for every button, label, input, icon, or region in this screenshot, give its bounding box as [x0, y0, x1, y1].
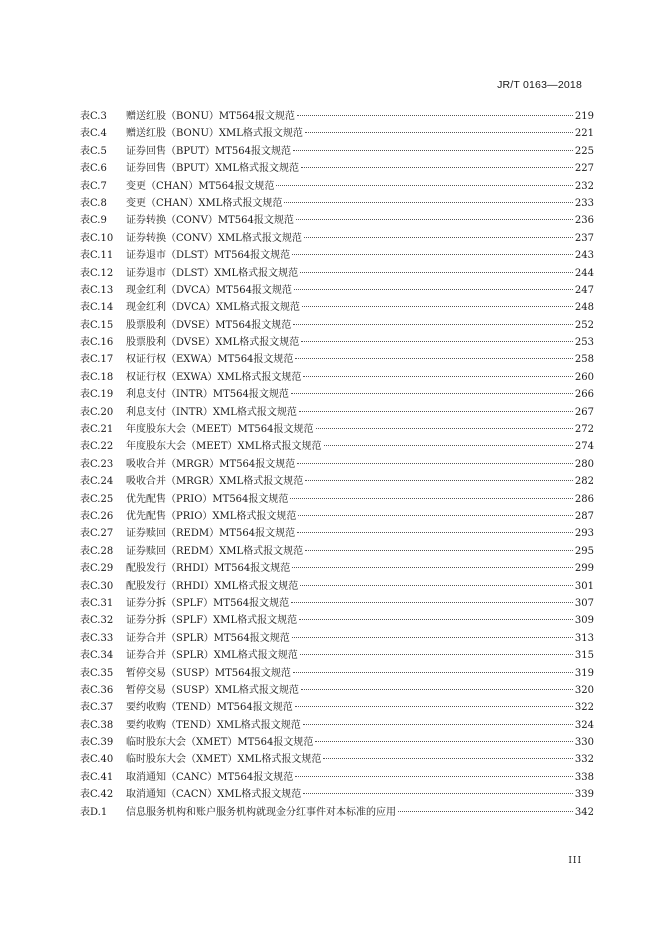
toc-entry-number: 表C.3	[80, 111, 107, 122]
toc-entry-page: 244	[574, 267, 594, 279]
toc-entry-title: 优先配售（PRIO）MT564报文规范	[126, 493, 289, 505]
toc-dot-leader	[295, 357, 572, 359]
toc-entry[interactable]	[80, 612, 594, 629]
toc-dot-leader	[292, 636, 573, 638]
toc-entry-number: 表C.25	[80, 493, 114, 505]
toc-entry[interactable]	[80, 525, 594, 542]
toc-entry-number: 表C.37	[80, 702, 114, 714]
toc-entry-page: 280	[574, 458, 594, 470]
toc-entry-page: 315	[574, 650, 594, 662]
toc-entry-number: 表C.6	[80, 163, 107, 175]
toc-entry[interactable]	[80, 665, 594, 682]
toc-entry-title: 要约收购（TEND）MT564报文规范	[126, 702, 293, 714]
toc-entry[interactable]	[80, 421, 594, 438]
toc-entry[interactable]	[80, 160, 594, 177]
toc-dot-leader	[297, 531, 573, 533]
toc-dot-leader	[316, 427, 573, 429]
toc-entry[interactable]	[80, 786, 594, 803]
toc-entry-page: 252	[574, 319, 594, 331]
toc-entry-number: 表C.24	[80, 476, 114, 488]
toc-entry-title: 证券赎回（REDM）MT564报文规范	[126, 528, 296, 540]
toc-entry-number: 表C.10	[80, 232, 114, 244]
toc-entry-number: 表C.39	[80, 737, 114, 749]
toc-entry-title: 股票股利（DVSE）MT564报文规范	[126, 319, 292, 331]
toc-entry-page: 282	[574, 476, 594, 488]
toc-dot-leader	[304, 236, 573, 238]
toc-entry-page: 295	[574, 545, 594, 557]
toc-dot-leader	[296, 218, 573, 220]
toc-entry-number: 表C.12	[80, 267, 114, 279]
toc-entry-number: 表C.9	[80, 215, 107, 227]
toc-entry-title: 赠送红股（BONU）XML格式报文规范	[126, 128, 303, 140]
toc-dot-leader	[299, 618, 573, 620]
toc-entry-page: 307	[574, 597, 594, 609]
toc-entry-page: 243	[574, 250, 594, 262]
toc-dot-leader	[290, 497, 573, 499]
toc-entry-page: 299	[574, 563, 594, 575]
toc-entry-page: 272	[574, 424, 594, 436]
toc-entry-title: 证券退市（DLST）MT564报文规范	[126, 250, 291, 262]
toc-entry-title: 优先配售（PRIO）XML格式报文规范	[126, 510, 297, 522]
toc-entry-page: 342	[574, 806, 594, 818]
toc-entry-title: 年度股东大会（MEET）MT564报文规范	[126, 424, 314, 436]
toc-entry-page: 313	[574, 632, 594, 644]
toc-entry-number: 表C.35	[80, 667, 114, 679]
toc-entry[interactable]	[80, 769, 594, 786]
toc-entry-title: 吸收合并（MRGR）MT564报文规范	[126, 458, 296, 470]
toc-entry-page: 274	[574, 441, 594, 453]
toc-entry-page: 287	[574, 510, 594, 522]
toc-entry-number: 表C.31	[80, 597, 114, 609]
toc-dot-leader	[303, 792, 573, 794]
toc-entry[interactable]	[80, 282, 594, 299]
toc-entry[interactable]	[80, 108, 594, 125]
toc-entry-number: 表C.14	[80, 302, 114, 314]
toc-dot-leader	[276, 184, 573, 186]
toc-dot-leader	[291, 601, 573, 603]
toc-entry-title: 证券合并（SPLR）XML格式报文规范	[126, 650, 298, 662]
toc-entry-page: 330	[574, 737, 594, 749]
toc-entry[interactable]	[80, 247, 594, 264]
toc-entry[interactable]	[80, 473, 594, 490]
toc-entry-page: 319	[574, 667, 594, 679]
toc-entry-title: 利息支付（INTR）XML格式报文规范	[126, 406, 297, 418]
toc-entry-page: 236	[574, 215, 594, 227]
toc-entry-title: 配股发行（RHDI）XML格式报文规范	[126, 580, 299, 592]
toc-entry-page: 248	[574, 302, 594, 314]
toc-entry-title: 临时股东大会（XMET）XML格式报文规范	[126, 754, 322, 766]
toc-entry[interactable]	[80, 212, 594, 229]
toc-entry-title: 现金红利（DVCA）MT564报文规范	[126, 284, 292, 296]
toc-entry[interactable]	[80, 195, 594, 212]
toc-dot-leader	[301, 340, 573, 342]
toc-entry-page: 247	[574, 284, 594, 296]
toc-entry[interactable]	[80, 125, 594, 142]
toc-dot-leader	[303, 723, 573, 725]
toc-entry-number: 表D.1	[80, 806, 108, 818]
toc-entry-page: 332	[574, 754, 594, 766]
toc-dot-leader	[284, 201, 573, 203]
toc-dot-leader	[315, 740, 573, 742]
toc-entry[interactable]	[80, 751, 594, 768]
toc-dot-leader	[301, 166, 573, 168]
toc-dot-leader	[305, 131, 573, 133]
toc-entry-title: 取消通知（CANC）MT564报文规范	[126, 771, 294, 783]
toc-entry-page: 219	[574, 111, 594, 122]
toc-entry-number: 表C.18	[80, 371, 114, 383]
toc-entry-title: 赠送红股（BONU）MT564报文规范	[126, 111, 295, 122]
toc-entry-page: 293	[574, 528, 594, 540]
toc-dot-leader	[302, 305, 573, 307]
toc-entry-page: 227	[574, 163, 594, 175]
toc-entry-title: 临时股东大会（XMET）MT564报文规范	[126, 737, 314, 749]
toc-entry[interactable]	[80, 351, 594, 368]
toc-entry-title: 证券回售（BPUT）MT564报文规范	[126, 145, 291, 157]
toc-dot-leader	[299, 410, 573, 412]
toc-entry-page: 322	[574, 702, 594, 714]
toc-entry-title: 变更（CHAN）MT564报文规范	[126, 180, 275, 192]
toc-dot-leader	[324, 444, 573, 446]
toc-entry-page: 233	[574, 197, 594, 209]
toc-entry[interactable]	[80, 404, 594, 421]
toc-dot-leader	[297, 462, 573, 464]
toc-dot-leader	[297, 114, 573, 116]
toc-entry-title: 年度股东大会（MEET）XML格式报文规范	[126, 441, 322, 453]
toc-entry[interactable]	[80, 804, 594, 821]
toc-entry-number: 表C.5	[80, 145, 107, 157]
table-of-contents	[80, 108, 594, 821]
toc-dot-leader	[292, 566, 573, 568]
toc-entry[interactable]	[80, 178, 594, 195]
toc-entry-number: 表C.28	[80, 545, 114, 557]
toc-dot-leader	[303, 375, 572, 377]
toc-entry-title: 证券分拆（SPLF）XML格式报文规范	[126, 615, 298, 627]
toc-entry[interactable]	[80, 630, 594, 647]
toc-entry-title: 证券赎回（REDM）XML格式报文规范	[126, 545, 304, 557]
toc-entry-number: 表C.4	[80, 128, 107, 140]
toc-entry-page: 338	[574, 771, 594, 783]
toc-dot-leader	[323, 757, 573, 759]
toc-entry-page: 221	[574, 128, 594, 140]
toc-entry[interactable]	[80, 143, 594, 160]
toc-entry-number: 表C.21	[80, 424, 114, 436]
toc-entry[interactable]	[80, 369, 594, 386]
toc-entry-number: 表C.29	[80, 563, 114, 575]
toc-entry-number: 表C.20	[80, 406, 114, 418]
toc-entry-title: 吸收合并（MRGR）XML格式报文规范	[126, 476, 304, 488]
toc-entry-title: 证券转换（CONV）MT564报文规范	[126, 215, 294, 227]
toc-entry[interactable]	[80, 386, 594, 403]
toc-entry[interactable]	[80, 734, 594, 751]
page-number: III	[568, 856, 582, 866]
toc-entry-number: 表C.19	[80, 389, 114, 401]
toc-entry-page: 324	[574, 719, 594, 731]
toc-entry[interactable]	[80, 317, 594, 334]
toc-dot-leader	[294, 288, 573, 290]
toc-dot-leader	[293, 671, 573, 673]
toc-dot-leader	[300, 653, 573, 655]
toc-entry-title: 权证行权（EXWA）XML格式报文规范	[126, 371, 302, 383]
toc-entry[interactable]	[80, 543, 594, 560]
toc-entry[interactable]	[80, 456, 594, 473]
toc-entry-number: 表C.15	[80, 319, 114, 331]
toc-dot-leader	[398, 810, 573, 812]
toc-entry-title: 配股发行（RHDI）MT564报文规范	[126, 563, 291, 575]
toc-entry-number: 表C.26	[80, 510, 114, 522]
toc-dot-leader	[295, 775, 573, 777]
toc-entry[interactable]	[80, 265, 594, 282]
toc-entry[interactable]	[80, 438, 594, 455]
toc-dot-leader	[295, 705, 573, 707]
toc-entry-number: 表C.40	[80, 754, 114, 766]
toc-entry-page: 301	[574, 580, 594, 592]
toc-entry-title: 权证行权（EXWA）MT564报文规范	[126, 354, 294, 366]
toc-entry-title: 股票股利（DVSE）XML格式报文规范	[126, 337, 300, 349]
toc-entry-title: 利息支付（INTR）MT564报文规范	[126, 389, 289, 401]
toc-entry[interactable]	[80, 682, 594, 699]
toc-entry-title: 暂停交易（SUSP）MT564报文规范	[126, 667, 291, 679]
toc-entry-number: 表C.41	[80, 771, 114, 783]
toc-entry-number: 表C.42	[80, 789, 114, 801]
toc-entry-title: 证券退市（DLST）XML格式报文规范	[126, 267, 299, 279]
toc-entry-page: 267	[574, 406, 594, 418]
toc-entry-page: 253	[574, 337, 594, 349]
toc-entry[interactable]	[80, 334, 594, 351]
toc-entry[interactable]	[80, 647, 594, 664]
toc-entry-title: 证券转换（CONV）XML格式报文规范	[126, 232, 302, 244]
toc-entry-page: 339	[574, 789, 594, 801]
toc-entry-number: 表C.32	[80, 615, 114, 627]
toc-entry[interactable]	[80, 230, 594, 247]
toc-entry-number: 表C.13	[80, 284, 114, 296]
toc-dot-leader	[300, 271, 573, 273]
toc-dot-leader	[292, 253, 573, 255]
toc-entry[interactable]	[80, 560, 594, 577]
toc-entry-title: 证券回售（BPUT）XML格式报文规范	[126, 163, 299, 175]
toc-entry[interactable]	[80, 717, 594, 734]
toc-entry-number: 表C.16	[80, 337, 114, 349]
toc-entry-page: 225	[574, 145, 594, 157]
toc-dot-leader	[300, 584, 573, 586]
toc-dot-leader	[301, 688, 573, 690]
toc-entry-number: 表C.34	[80, 650, 114, 662]
toc-dot-leader	[293, 149, 573, 151]
toc-dot-leader	[305, 549, 573, 551]
toc-dot-leader	[291, 392, 573, 394]
toc-entry-title: 现金红利（DVCA）XML格式报文规范	[126, 302, 300, 314]
toc-entry-title: 证券分拆（SPLF）MT564报文规范	[126, 597, 290, 609]
toc-entry-title: 要约收购（TEND）XML格式报文规范	[126, 719, 301, 731]
toc-entry-number: 表C.30	[80, 580, 114, 592]
toc-entry-number: 表C.33	[80, 632, 114, 644]
toc-entry[interactable]	[80, 578, 594, 595]
toc-dot-leader	[293, 323, 573, 325]
toc-entry-page: 309	[574, 615, 594, 627]
toc-entry-number: 表C.7	[80, 180, 107, 192]
toc-entry-number: 表C.22	[80, 441, 114, 453]
toc-entry-number: 表C.27	[80, 528, 114, 540]
toc-entry[interactable]	[80, 699, 594, 716]
toc-entry-number: 表C.8	[80, 197, 107, 209]
toc-entry-number: 表C.36	[80, 684, 114, 696]
toc-entry-title: 证券合并（SPLR）MT564报文规范	[126, 632, 290, 644]
toc-entry-title: 取消通知（CACN）XML格式报文规范	[126, 789, 302, 801]
toc-entry[interactable]	[80, 299, 594, 316]
toc-entry[interactable]	[80, 508, 594, 525]
toc-entry-number: 表C.38	[80, 719, 114, 731]
toc-entry-page: 232	[574, 180, 594, 192]
toc-entry-page: 237	[574, 232, 594, 244]
toc-entry-title: 变更（CHAN）XML格式报文规范	[126, 197, 283, 209]
toc-entry[interactable]	[80, 595, 594, 612]
toc-entry-page: 266	[574, 389, 594, 401]
toc-entry-number: 表C.11	[80, 250, 114, 262]
toc-entry-page: 320	[574, 684, 594, 696]
toc-entry-title: 暂停交易（SUSP）XML格式报文规范	[126, 684, 299, 696]
toc-entry-page: 286	[574, 493, 594, 505]
toc-dot-leader	[305, 479, 573, 481]
toc-dot-leader	[298, 514, 573, 516]
toc-entry-number: 表C.23	[80, 458, 114, 470]
toc-entry-page: 258	[574, 354, 594, 366]
document-identifier: JR/T 0163—2018	[497, 79, 582, 91]
toc-entry-page: 260	[574, 371, 594, 383]
toc-entry-title: 信息服务机构和账户服务机构就现金分红事件对本标准的应用	[126, 806, 396, 818]
toc-entry[interactable]	[80, 491, 594, 508]
toc-entry-number: 表C.17	[80, 354, 114, 366]
